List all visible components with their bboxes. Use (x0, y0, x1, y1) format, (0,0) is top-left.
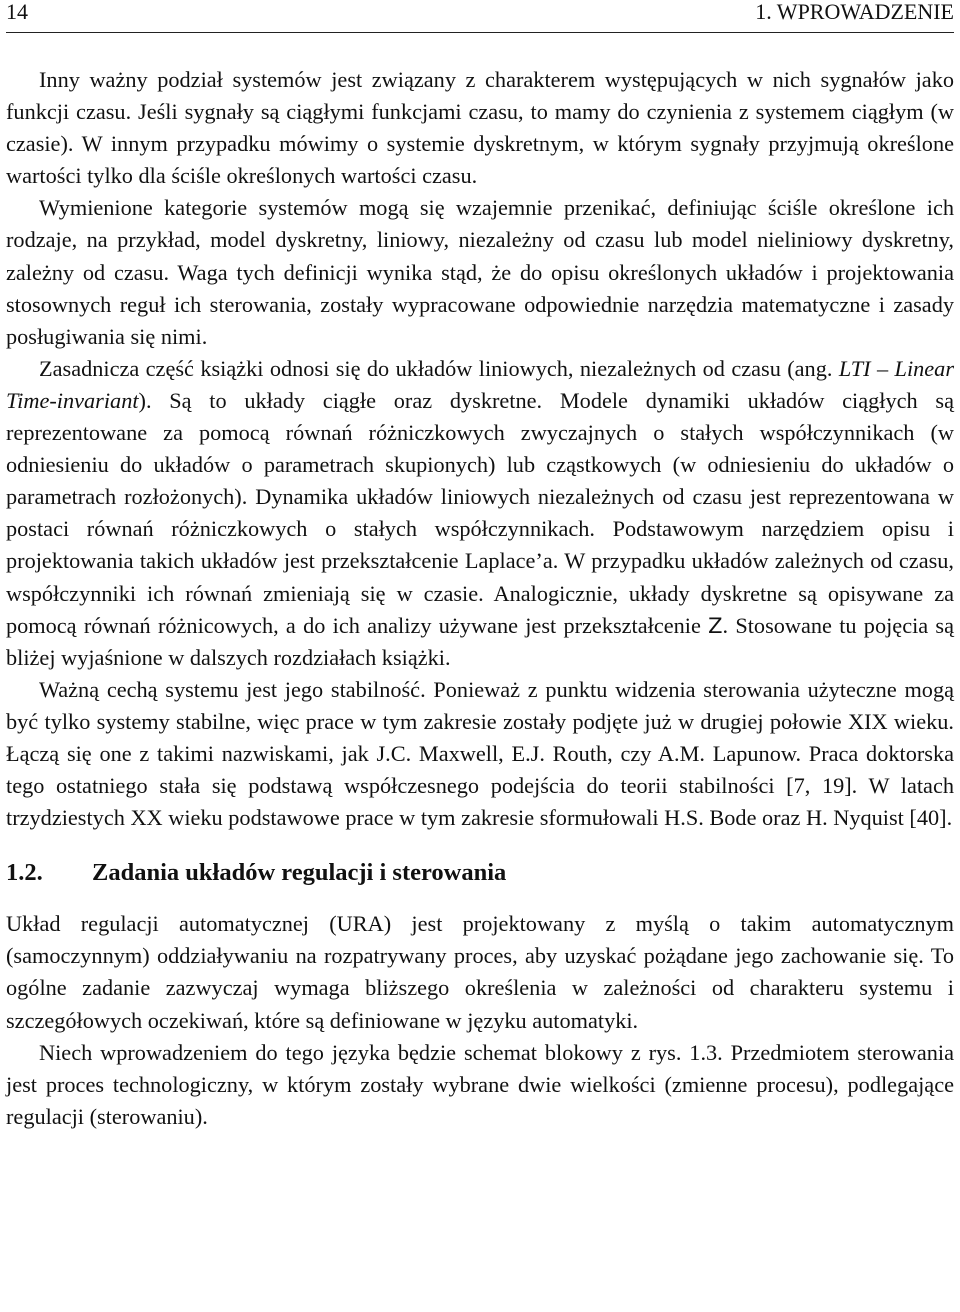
paragraph-block-diagram: Niech wprowadzeniem do tego języka będzie schemat blokowy z rys. 1.3. Przedmiotem sterowania jest proces technologiczny, w którym zostały wybrane dwie wielkości (zmienne procesu), podlegające regulacji (sterowaniu). (6, 1039, 954, 1129)
page-number: 14 (6, 0, 28, 24)
section-number: 1.2. (6, 859, 43, 887)
z-transform-symbol: Z (708, 613, 723, 638)
lti-text-b: ). Są to układy ciągłe oraz dyskretne. Modele dynamiki układów ciągłych są reprezentowane za pomocą równań różniczkowych zwyczajnych o stałych współczynnikach (w odniesieniu do układów o parametrach skupionych) lub cząstkowych (w odniesieniu do układów o parametrach rozłożonych). Dynamika układów liniowych niezależnych od czasu jest reprezentowana w postaci równań różniczkowych o stałych współczynnikach. Podstawowym narzędziem opisu i projektowania takich układów jest przekształcenie Laplace’a. W przypadku układów zależnych od czasu, współczynniki ich równań zmieniają się w czasie. Analogicznie, układy dyskretne są opisywane za pomocą równań różnicowych, a do ich analizy używane jest przekształcenie (6, 387, 954, 638)
page-body (6, 64, 954, 1133)
paragraph-ura: Układ regulacji automatycznej (URA) jest projektowany z myślą o takim automatycznym (samoczynnym) oddziaływaniu na rozpatrywany proces, aby uzyskać pożądane jego zachowanie się. To ogólne zadanie zazwyczaj wymaga bliższego określenia w zależności od charakteru systemu i szczegółowych oczekiwań, które są definiowane w języku automatyki. (6, 911, 954, 1033)
paragraph-signals: Inny ważny podział systemów jest związany z charakterem występujących w nich sygnałów jako funkcji czasu. Jeśli sygnały są ciągłymi funkcjami czasu, to mamy do czynienia z systemem ciągłym (w czasie). W innym przypadku mówimy o systemie dyskretnym, w którym sygnały przyjmują określone wartości tylko dla ściśle określonych wartości czasu. (6, 67, 954, 189)
paragraph-stability: Ważną cechą systemu jest jego stabilność. Ponieważ z punktu widzenia sterowania użyteczne mogą być tylko systemy stabilne, więc prace w tym zakresie zostały podjęte już w drugiej połowie XIX wieku. Łączą się one z takimi nazwiskami, jak J.C. Maxwell, E.J. Routh, czy A.M. Lapunow. Praca doktorska tego ostatniego stała się podstawą współczesnego podejścia do teorii stabilności [7, 19]. W latach trzydziestych XX wieku podstawowe prace w tym zakresie sformułowali H.S. Bode oraz H. Nyquist [40]. (6, 676, 954, 831)
lti-text-c: . Stosowane tu pojęcia są bliżej wyjaśnione w dalszych rozdziałach książki. (6, 612, 955, 670)
paragraph-lti (6, 353, 954, 674)
lti-term: LTI – Linear Time-invariant (6, 355, 955, 413)
lti-text-a: Zasadnicza część książki odnosi się do układów liniowych, niezależnych od czasu (ang. (39, 355, 839, 381)
paragraph-categories: Wymienione kategorie systemów mogą się wzajemnie przenikać, definiując ściśle określone ich rodzaje, na przykład, model dyskretny, liniowy, niezależny od czasu lub model nieliniowy dyskretny, zależny od czasu. Waga tych definicji wynika stąd, że do opisu określonych układów i projektowania stosownych reguł ich sterowania, zostały wypracowane odpowiednie narzędzia matematyczne i zasady posługiwania się nimi. (6, 195, 954, 349)
header-rule (6, 32, 954, 33)
section-title: Zadania układów regulacji i sterowania (92, 859, 507, 887)
running-title: 1. WPROWADZENIE (755, 0, 954, 24)
page-header (6, 0, 954, 28)
section-heading (6, 858, 954, 888)
